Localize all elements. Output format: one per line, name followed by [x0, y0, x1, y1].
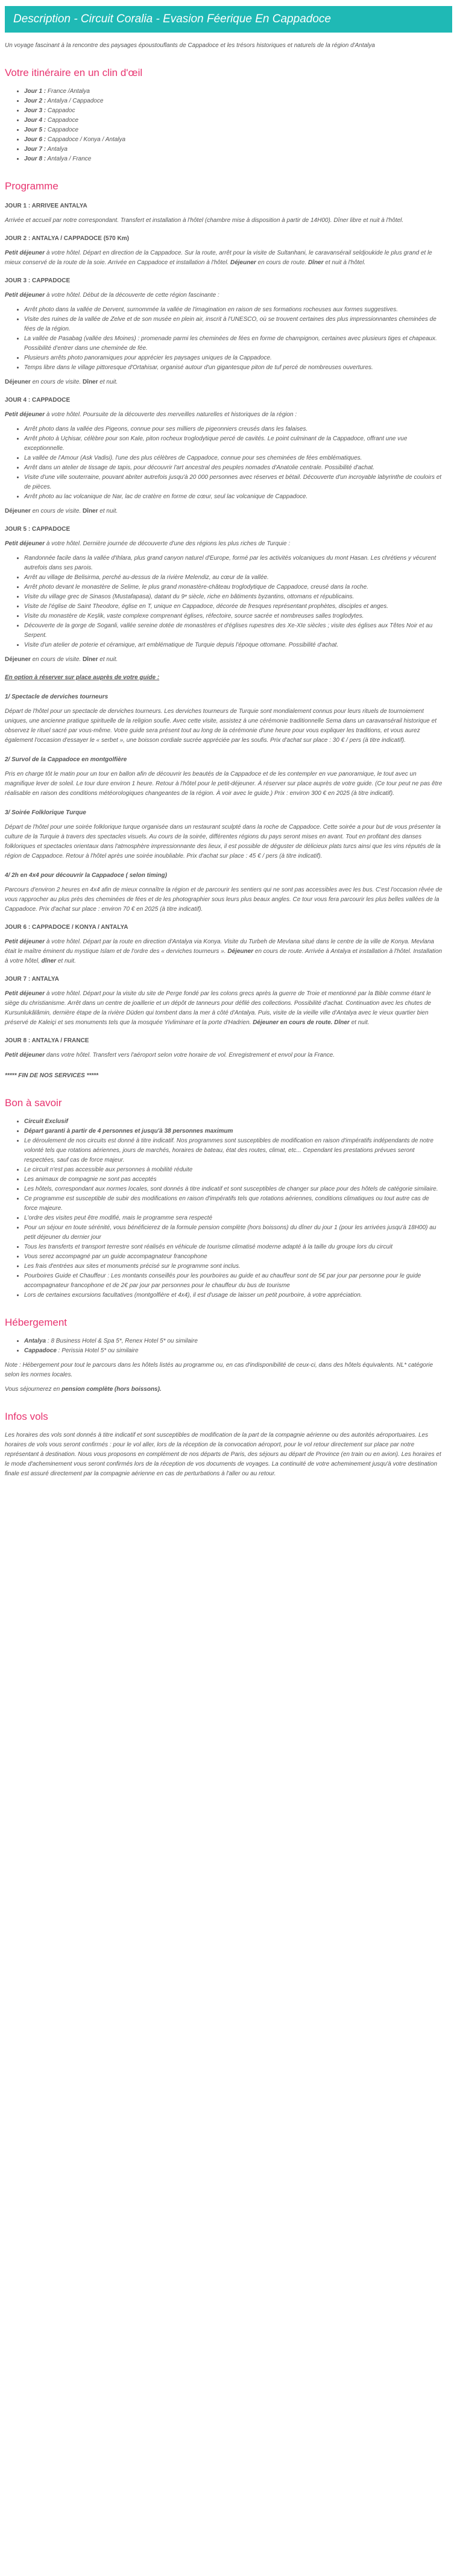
hebergement-note: Note : Hébergement pour tout le parcours dans les hôtels listés au programme ou, en cas d'indisponibilité de ceux-ci, dans des hôtels équivalents. NL* catégorie selon les normes locales.: [5, 1362, 433, 1378]
day-2-text: Petit déjeuner à votre hôtel. Départ en direction de la Cappadoce. Sur la route, arrêt pour la visite de Sultanhani, le caravansérail seldjoukide le plus grand et le mieux conservé de la route de la soie. Arrivée en Cappadoce et installation à l'hôtel. Déjeuner en cours de route. Dîner et nuit à l'hôtel.: [5, 250, 432, 266]
list-item: • Vous serez accompagné par un guide accompagnateur francophone: [24, 1252, 443, 1262]
day-4-list: [5, 425, 443, 502]
list-item: • Arrêt photo à Uçhisar, célèbre pour son Kale, piton rocheux troglodytique percé de cavités. Le point culminant de la Cappadoce, offrant une vue exceptionnelle.: [24, 434, 443, 454]
day-4-lead: Petit déjeuner à votre hôtel. Poursuite de la découverte des merveilles naturelles et historiques de la région :: [5, 411, 297, 418]
day-4-end: Déjeuner en cours de visite. Dîner et nuit.: [5, 508, 118, 514]
list-item: • Visite d'un atelier de poterie et céramique, art emblématique de Turquie depuis l'époque ottomane. Possibilité d'achat.: [24, 641, 443, 650]
list-item: • Arrêt photo dans la vallée de Dervent, surnommée la vallée de l'imagination en raison de ses formations rocheuses aux formes suggestives.: [24, 305, 443, 315]
option-1-text: Départ de l'hôtel pour un spectacle de derviches tourneurs. Les derviches tourneurs de Turquie sont mondialement connus pour leurs rituels de tournoiement uniques, une ancienne pratique spirituelle de la religion soufie. Avec cette visite, assistez à une cérémonie traditionnelle Sema dans un caravansérail historique et observez le rituel sacré par vous-même. Votre guide sera présent tout au long de la cérémonie d'une heure pour vous expliquer les traditions, et vous aurez également l'occasion d'essayer le « serbet », une boisson cordiale sucrée appréciée par les soufis. Prix d'achat sur place : 30 € / pers (à titre indicatif).: [5, 708, 437, 744]
itinerary-heading: Votre itinéraire en un clin d'œil: [5, 67, 143, 78]
hebergement-list: [5, 1337, 443, 1356]
day-3-end: Déjeuner en cours de visite. Dîner et nuit.: [5, 379, 118, 385]
itinerary-item: • Jour 6 : Cappadoce / Konya / Antalya: [24, 135, 443, 145]
day-4-title: JOUR 4 : CAPPADOCE: [5, 397, 71, 403]
hebergement-heading: Hébergement: [5, 1317, 68, 1328]
list-item: • Randonnée facile dans la vallée d'Ihlara, plus grand canyon naturel d'Europe, formé par les activités volcaniques du mont Hasan. Les chrétiens y vécurent autrefois dans ses parois.: [24, 554, 443, 573]
option-4-title: 4/ 2h en 4x4 pour découvrir la Cappadoce ( selon timing): [5, 872, 167, 879]
option-1-title: 1/ Spectacle de derviches tourneurs: [5, 694, 109, 700]
list-item: • La vallée de l'Amour (Ask Vadisi). l'une des plus célèbres de Cappadoce, connue pour ses cheminées de fées emblématiques.: [24, 454, 443, 463]
day-2-title: JOUR 2 : ANTALYA / CAPPADOCE (570 Km): [5, 235, 129, 242]
itinerary-item: • Jour 8 : Antalya / France: [24, 154, 443, 164]
day-8-text: Petit déjeuner dans votre hôtel. Transfert vers l'aéroport selon votre horaire de vol. Enregistrement et envol pour la France.: [5, 1052, 335, 1059]
itinerary-item: • Jour 2 : Antalya / Cappadoce: [24, 97, 443, 106]
day-1-text: Arrivée et accueil par notre correspondant. Transfert et installation à l'hôtel (chambre mise à disposition à partir de 14H00). Dîner libre et nuit à l'hôtel.: [5, 217, 404, 224]
options-heading: En option à réserver sur place auprès de votre guide :: [5, 674, 160, 681]
day-3-list: [5, 305, 443, 373]
list-item: • Pour un séjour en toute sérénité, vous bénéficierez de la formule pension complète (hors boissons) du dîner du jour 1 (pour les arrivées jusqu'à 18H00) au petit déjeuner du dernier jour: [24, 1223, 443, 1242]
itinerary-item: • Jour 1 : France /Antalya: [24, 87, 443, 97]
day-6-title: JOUR 6 : CAPPADOCE / KONYA / ANTALYA: [5, 924, 128, 931]
itinerary-item: • Jour 7 : Antalya: [24, 145, 443, 154]
list-item: • Arrêt au village de Belisirma, perché au-dessus de la rivière Melendiz, au cœur de la vallée.: [24, 573, 443, 583]
list-item: • Le circuit n'est pas accessible aux personnes à mobilité réduite: [24, 1165, 443, 1175]
day-8-title: JOUR 8 : ANTALYA / FRANCE: [5, 1037, 89, 1044]
day-5-list: [5, 554, 443, 650]
list-item: • Arrêt dans un atelier de tissage de tapis, pour découvrir l'art ancestral des peuples nomades d'Anatolie centrale. Possibilité d'achat.: [24, 463, 443, 473]
list-item: • Cappadoce : Perissia Hotel 5* ou similaire: [24, 1346, 443, 1356]
itinerary-item: • Jour 4 : Cappadoce: [24, 116, 443, 125]
list-item: • Antalya : 8 Business Hotel & Spa 5*, Renex Hotel 5* ou similaire: [24, 1337, 443, 1346]
infos-vols-heading: Infos vols: [5, 1411, 48, 1422]
end-of-services: ***** FIN DE NOS SERVICES *****: [5, 1072, 99, 1079]
option-3-title: 3/ Soirée Folklorique Turque: [5, 809, 86, 816]
option-2-title: 2/ Survol de la Cappadoce en montgolfière: [5, 756, 127, 763]
day-3-lead: Petit déjeuner à votre hôtel. Début de la découverte de cette région fascinante :: [5, 292, 219, 299]
list-item: • La vallée de Pasabag (vallée des Moines) : promenade parmi les cheminées de fées en forme de champignon, certaines avec plusieurs tiges et chapeaux. Possibilité d'entrer dans une cheminée de fée.: [24, 334, 443, 353]
programme-heading: Programme: [5, 180, 58, 192]
list-item: • Arrêt photo devant le monastère de Selime, le plus grand monastère-château troglodytique de Cappadoce, creusé dans la roche.: [24, 583, 443, 592]
itinerary-list: [5, 87, 443, 164]
day-6-text: Petit déjeuner à votre hôtel. Départ par la route en direction d'Antalya via Konya. Visite du Turbeh de Mevlana situé dans le centre de la ville de Konya. Mevlana était le maître éminent du mystique Islam et de l'ordre des « derviches tourneurs ». Déjeuner en cours de route. Arrivée à Antalya et installation à l'hôtel. Installation à votre hôtel, dîner et nuit.: [5, 938, 443, 964]
list-item: • Plusieurs arrêts photo panoramiques pour apprécier les paysages uniques de la Cappadoce.: [24, 353, 443, 363]
day-7-title: JOUR 7 : ANTALYA: [5, 976, 59, 983]
list-item: • Ce programme est susceptible de subir des modifications en raison d'impératifs tels que rotations aériennes, conditions climatiques ou tout autre cas de force majeure.: [24, 1194, 443, 1214]
day-5-title: JOUR 5 : CAPPADOCE: [5, 526, 71, 533]
list-item: • Visite de l'église de Saint Theodore, église en T, unique en Cappadoce, décorée de fresques représentant prophètes, disciples et anges.: [24, 602, 443, 612]
list-item: • Circuit Exclusif: [24, 1117, 443, 1127]
list-item: • Visite du village grec de Sinasos (Mustafapasa), datant du 9ᵉ siècle, riche en bâtiments byzantins, ottomans et républicains.: [24, 592, 443, 602]
list-item: • Le déroulement de nos circuits est donné à titre indicatif. Nos programmes sont susceptibles de modification en raison d'impératifs indépendants de notre volonté tels que rotations aériennes, jours de marchés, horaires de bateau, état des routes, climat, etc... Cependant les prestations prévues seront respectées, sauf cas de force majeur.: [24, 1136, 443, 1165]
option-4-text: Parcours d'environ 2 heures en 4x4 afin de mieux connaître la région et de parcourir les sentiers qui ne sont pas accessibles avec les bus. C'est l'occasion rêvée de vous rapprocher au plus près des cheminées de fées et de les photographier sous leurs plus beaux angles. Ce tour vous fera parcourir les plus belles vallées de la Cappadoce. Prix d'achat sur place : environ 70 € en 2025 (à titre indicatif).: [5, 887, 443, 913]
list-item: • Découverte de la gorge de Soganli, vallée sereine dotée de monastères et d'églises rupestres des Xe-XIe siècles ; visite des églises aux Têtes Noir et au Serpent.: [24, 621, 443, 641]
day-5-lead: Petit déjeuner à votre hôtel. Dernière journée de découverte d'une des régions les plus riches de Turquie :: [5, 540, 291, 547]
list-item: • Tous les transferts et transport terrestre sont réalisés en véhicule de tourisme climatisé moderne adapté à la taille du groupe lors du circuit: [24, 1242, 443, 1252]
option-3-text: Départ de l'hôtel pour une soirée folklorique turque organisée dans un restaurant sculpté dans la roche de Cappadoce. Cette soirée a pour but de vous présenter la culture de la Turquie à travers des spectacles visuels. Au cours de la soirée, différentes régions du pays seront mises en avant. Tout en profitant des danses folkloriques et spectacles orientaux dans l'atmosphère impressionnante des lieux, il est possible de déguster de délicieux plats turcs ainsi que les vins réputés de la région de Cappadoce. Retour à l'hôtel après une soirée inoubliable. Prix d'achat sur place : 45 € / pers (à titre indicatif).: [5, 824, 441, 859]
list-item: • Les frais d'entrées aux sites et monuments précisé sur le programme sont inclus.: [24, 1262, 443, 1271]
bon-a-savoir-list: [5, 1117, 443, 1300]
list-item: • Arrêt photo dans la vallée des Pigeons, connue pour ses milliers de pigeonniers creusés dans les falaises.: [24, 425, 443, 434]
intro-text: Un voyage fascinant à la rencontre des paysages époustouflants de Cappadoce et les trésors historiques et naturels de la région d'Antalya: [5, 42, 375, 49]
list-item: • Pourboires Guide et Chauffeur : Les montants conseillés pour les pourboires au guide et au chauffeur sont de 5€ par jour par personne pour le guide accompagnateur francophone et de 2€ par jour par personnes pour le chauffeur du bus de tourisme: [24, 1271, 443, 1291]
bon-a-savoir-heading: Bon à savoir: [5, 1097, 62, 1109]
list-item: • Visite des ruines de la vallée de Zelve et de son musée en plein air, inscrit à l'UNESCO, où se trouvent certaines des plus impressionnantes cheminées de fées de la région.: [24, 315, 443, 334]
list-item: • Arrêt photo au lac volcanique de Nar, lac de cratère en forme de cœur, seul lac volcanique de Cappadoce.: [24, 492, 443, 502]
option-2-text: Pris en charge tôt le matin pour un tour en ballon afin de découvrir les beautés de la Cappadoce et de les contempler en vue panoramique, le tout avec un magnifique lever de soleil. Le tour dure environ 1 heure. Retour à l'hôtel pour le petit-déjeuner. À réserver sur place auprès de votre guide. (Ce tour peut ne pas être réalisable en raison des conditions météorologiques changeantes de la région. À voir avec le guide.) Prix : environ 300 € en 2025 (à titre indicatif).: [5, 771, 443, 797]
list-item: • Lors de certaines excursions facultatives (montgolfière et 4x4), il est d'usage de laisser un petit pourboire, à votre appréciation.: [24, 1291, 443, 1300]
infos-vols-text: Les horaires des vols sont donnés à titre indicatif et sont susceptibles de modification de la part de la compagnie aérienne ou des autorités aéroportuaires. Les horaires de vols vous seront confirmés : pour le vol aller, lors de la réception de la convocation aéroport, pour le vol retour directement sur place par notre représentant à destination. Nous vous proposons en complément de nos départs de Paris, des séjours au départ de Province (en train ou en avion). Les horaires et le mode d'acheminement vous seront confirmés lors de la réception de vos documents de voyages. La continuité de votre acheminement jusqu'à votre destination finale est assuré directement par la compagnie aérienne en cas de perturbations à l'aller ou au retour.: [5, 1432, 441, 1477]
list-item: • Départ garanti à partir de 4 personnes et jusqu'à 38 personnes maximum: [24, 1127, 443, 1136]
hebergement-pension: Vous séjournerez en pension complète (hors boissons).: [5, 1386, 162, 1393]
list-item: • Les animaux de compagnie ne sont pas acceptés: [24, 1175, 443, 1185]
list-item: • L'ordre des visites peut être modifié, mais le programme sera respecté: [24, 1214, 443, 1223]
itinerary-item: • Jour 5 : Cappadoce: [24, 125, 443, 135]
page-title: Description - Circuit Coralia - Evasion Féerique En Cappadoce: [5, 6, 452, 33]
day-3-title: JOUR 3 : CAPPADOCE: [5, 277, 71, 284]
list-item: • Temps libre dans le village pittoresque d'Ortahisar, organisé autour d'un gigantesque piton de tuf percé de nombreuses ouvertures.: [24, 363, 443, 373]
list-item: • Les hôtels, correspondant aux normes locales, sont donnés à titre indicatif et sont susceptibles de changer sur place pour des hôtels de catégorie similaire.: [24, 1185, 443, 1194]
day-1-title: JOUR 1 : ARRIVEE ANTALYA: [5, 203, 87, 209]
page: [0, 6, 447, 1479]
itinerary-item: • Jour 3 : Cappadoc: [24, 106, 443, 116]
day-7-text: Petit déjeuner à votre hôtel. Départ pour la visite du site de Perge fondé par les colons grecs après la guerre de Troie et mentionné par la Bible comme étant le siège du christianisme. Arrêt dans un centre de joaillerie et un dépôt de tanneurs pour défilé des collections. Possibilité d'achat. Continuation avec les chutes de Kursunlukâlâmin, dernière étape de la rivière Düden qui tombent dans la mer à côté d'Antalya. Puis, visite de la vieille ville d'Antalya avec le vieux quartier bien préservé de Kaleiçi et ses monuments tels que la mosquée Yivliminare et la porte d'Hadrien. Déjeuner en cours de route. Dîner et nuit.: [5, 990, 431, 1026]
list-item: • Visite d'une ville souterraine, pouvant abriter autrefois jusqu'à 20 000 personnes avec réserves et bétail. Découverte d'un incroyable labyrinthe de couloirs et de pièces.: [24, 473, 443, 492]
day-5-end: Déjeuner en cours de visite. Dîner et nuit.: [5, 656, 118, 663]
list-item: • Visite du monastère de Keşlik, vaste complexe comprenant églises, réfectoire, source sacrée et nombreuses salles troglodytes.: [24, 612, 443, 621]
